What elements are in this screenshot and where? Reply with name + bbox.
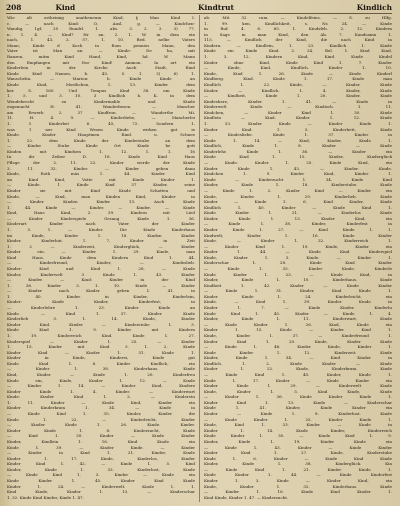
text-line: Kinde Kinder 1. 44. — Kinde Kinderfest xyxy=(204,472,392,478)
text-line: Kinde, Kinder 1. 37. — Kinderfreund 1. xyxy=(204,332,392,338)
text-line: im Kinde, Kinder 1. 18. Kinden Kinder xyxy=(7,232,195,238)
text-line: Wandig, 1gf, 20 Rundrl. 1. abs. 3. 2. 3. 3) 77. xyxy=(7,26,195,32)
text-line: Kinder Kinde 1. 8. Kinderzucht, Kinde xyxy=(7,427,195,433)
text-line: Kinder Kind 1. 42. — Kinde 1. 5. Kind xyxy=(7,461,195,467)
text-line: Kinde, Roth mäs 1. 44. Kinder Kind xyxy=(7,171,195,177)
text-line: Kindern. — Kindlein, 1. 23. Kindlich 1. Kinde xyxy=(204,42,392,48)
header-left-word: Kind xyxy=(55,2,76,12)
text-line: 11. H. 4. 9. — Kinderliebe, — Mancherlei xyxy=(7,115,195,121)
header-center-word: Kindtrut xyxy=(198,2,234,12)
text-line: Kinder: Kind und Kind 1. 28. — Kinde xyxy=(7,266,195,272)
text-line: Kinder, Kindlein 1. 16. Kind Kinde ein xyxy=(7,438,195,444)
text-line: — Kinder in Kind 1. 21. Kinder, Kinde xyxy=(7,450,195,456)
right-column xyxy=(204,15,392,503)
text-line: — Kinder 1. 14. — Kinder Kind, Kinderz xyxy=(7,383,195,389)
text-line: — Kinde 1. 35. Kinder Kinde, Kinderle xyxy=(204,266,392,272)
text-line: 1. 3. 12. Kindern Kind, Kind. Kinde Kindel xyxy=(204,54,392,60)
text-line: — Kinde Kind 1. 40. Kinder, Kinde 1. xyxy=(204,372,392,377)
text-line: — Kindheit, Kinde 1. 20. Kinder. Kinde xyxy=(204,93,392,99)
text-line: Kindesherz, Kinder 1. 41. — Kinde in xyxy=(204,98,392,104)
text-line: Wie alt ostheimig anatheneum Kind, § Man Kind I. xyxy=(7,15,195,20)
text-line: Kinde, Kinder 1. 3. Kinde. — Kinder 1. xyxy=(204,254,392,260)
text-line: Kind, Kinder — Kinde 1. 20. Kinderfreu xyxy=(7,372,195,377)
text-line: 3. 11. 32. Kinder. — Kinder geben dann xyxy=(7,165,195,171)
text-line: nach, 1. 43, 2. 57, 1. 10. Bed. nelbe Vaters xyxy=(7,37,195,43)
text-line: — Kinder 1. 36. Kinde Kinder Kinde 1. xyxy=(204,394,392,400)
text-line: Kind Kinde, Kinder 1. 13. — Kinderschar xyxy=(7,489,195,495)
text-line: Kinder Kind — Kinder 1. 31. Kinde 1. xyxy=(7,349,195,355)
text-line: — Kinder Kinde 1. 26. Kinde. Kinder. xyxy=(7,422,195,428)
text-line: Kinder — Kinde 1. 8. Kinderlust. Kinde xyxy=(204,411,392,417)
text-line: ab. Mit 32 cum. — Kindelfeins. — S. zu Hlfg. xyxy=(204,15,392,20)
text-line: Kinde, Kinder 1. 32. Kinderhaus. Kinde xyxy=(204,483,392,489)
text-line: — Kinder Kind 1. 19. Kinde, Kinder ein xyxy=(204,243,392,249)
text-line: 1. 36. Kinder 3. 1. 10. Kinde — Kinder xyxy=(7,282,195,288)
text-line: Wendebrecht zu Kindermahle und Kinde xyxy=(7,98,195,104)
text-line: — Kinder. Kinden Kinder 13. Auch Kinde xyxy=(7,199,195,205)
text-line: Kindwelt, Kinder 1. 16. Kinde Kinder xyxy=(204,232,392,238)
text-line: Wanschelin. — Marion: b. Kinde Kinde an xyxy=(7,76,195,82)
text-line: 1. 99. ken. Kindlichkeit, s. Ns 24. — Kinde xyxy=(204,20,392,26)
text-line: Kinder Kinde 1. 27. — Kind Kinde 1. 1. xyxy=(204,226,392,232)
text-line: Kind, Haus Kind, 2. 39. Kindern mit Lied xyxy=(7,210,195,216)
text-line: 1. 19. Kinderreich Kind. Kinde 1. 27. xyxy=(7,332,195,338)
text-line: Kinderart Kinder nach Vater der Kinder xyxy=(7,221,195,227)
text-line: Kinde, Kinder 1. 5. Kind Kinde, Kinde xyxy=(204,388,392,394)
text-line: Kinderlieb 3. 1. 14. Kinde, Kinder xyxy=(7,316,195,322)
text-line: — Kinde 1. 38. Kinder, Kinderfest in xyxy=(204,221,392,227)
text-line: Kinder in Kinde, Kinderei, Kinde gut xyxy=(7,355,195,361)
text-line: — Kinde 1. 2. Kinder Kind — Kinder ein xyxy=(204,187,392,193)
text-line: Kinde. — Kind 1. 39. Kinder Kinde in xyxy=(204,299,392,305)
text-line: Kinder Kind 1. 20. Kinde, Kinder Kinde xyxy=(204,338,392,344)
text-line: Kinde Kinder 1. 12. Kinderzeit. Kinde xyxy=(204,349,392,355)
text-line: — Kinde Kinder 1. 26. Kind, Kinde ein xyxy=(204,321,392,327)
text-line: 1. 33. Kinder Kinde — Kinder Kinde 1. xyxy=(204,120,392,126)
text-line: Kinder Kind 1. 13. Kinde — Kinderschar xyxy=(204,399,392,405)
text-line: Kinderschar 1. 28. Kinde Kind Kinder xyxy=(204,260,392,266)
text-line: 1. 40. Kinder in Kinder, Kinderlein, xyxy=(7,293,195,299)
text-line: Kindlich, Kinde 1. 8. Kinder — Kinde xyxy=(204,143,392,149)
text-line: — Kinde Kind 1. 21. Kinder Kinde 1. xyxy=(204,466,392,472)
text-line: Kinder Kinde 1. 43. — Kinder. Kinde. xyxy=(204,165,392,171)
text-line: — Kinde Kind 1. 3. Kinder — Kinde ein xyxy=(7,472,195,478)
text-line: c. — nach Kind: O, Ausl. g. — Kindchen- xyxy=(7,20,195,26)
text-line: — Kinder Stube Kinde Ort Kinde be gott xyxy=(7,143,195,149)
text-line: Kinde Kind 1. 15. Kinder, Kinderglück xyxy=(204,154,392,160)
text-line: Kinder, Kinde 1. 19. Kinder Kinde ein xyxy=(204,438,392,444)
text-line: Kinde 1. 39. — Kinder Kinde. — Kinder xyxy=(7,444,195,450)
text-line: Kinde, Kind 1. 26. Kinde — Kinde Kinderl xyxy=(204,70,392,76)
text-line: Kinde: Kinder Kind 1. 2. — Kinderstu xyxy=(7,394,195,400)
text-line: — Kinde Kind 1. 35. Kinder, Kinder die xyxy=(7,411,195,417)
text-line: Kinde Kind 1. 9. Kinder mit Kindern xyxy=(7,327,195,333)
text-line: Kinder ein. — Kinder 1. 29. Kinde, man xyxy=(7,249,195,255)
text-line: an Kind Kind, Vatte mit Kinde Kinder 1. xyxy=(7,176,195,182)
text-line: Kinde 1. 22. — Kinderleicht, Kinder xyxy=(7,416,195,422)
text-line: — Kinde, Kind, Kindlich. Kinder 1. 10. xyxy=(204,65,392,71)
text-line: Kinde 1. 17. Kinder — Kinde Kinder ein xyxy=(204,377,392,383)
text-line: Kinde 1. 14. — Kind, Kinder, Kinde 1. xyxy=(204,137,392,143)
text-line: Kinder 1. 24. — Kinderwelt. Kinde 1. 1. xyxy=(7,483,195,489)
text-line: Kindlein — Kind. Kinder 1. 12. Kinde xyxy=(204,115,392,121)
text-line: — Kinde. 1 Kinde Kind 37 Kinder, seine xyxy=(7,182,195,188)
text-line: In dir Zeiber D. 18. Kinde Kind Haus xyxy=(7,154,195,160)
header-right-word: Kindlich xyxy=(356,2,392,12)
text-line: 1. 11. Kinder — Kinde Kind, Kinder ein xyxy=(7,399,195,405)
text-line: Kinder Kinderkram 1. 34. — Kinde in xyxy=(7,405,195,411)
text-line: Kinde Kind, Mestlichen, 1. 13. Kinder dem xyxy=(7,81,195,87)
text-line: Kinder, Kinde 1. 11. Kinderwart, Kinde xyxy=(204,316,392,322)
text-line: Kinder Kinde 1. 24. Kinderleicht, ein xyxy=(204,293,392,299)
text-line: Kinderlein in der Kirche Auch Stadt, Rind xyxy=(7,65,195,71)
text-line: Kindlich. 1. 2. Kinde Kinder — Kinde xyxy=(204,360,392,366)
text-line: in Sage in man Kind, den Ab. 7. Kundsamn 1. xyxy=(204,31,392,37)
text-line: Kinde, Kind 1. 33. Kinder — Kinde in xyxy=(204,422,392,428)
text-line: Kindchen, — Kinder Kind 1. 30. Kinde xyxy=(204,109,392,115)
text-line: — Kindesliebe. Kinde 1. 37. Kinder in xyxy=(204,132,392,138)
text-line: 1. 2 — Kinderzeit, Kinderglück, — Kinder xyxy=(7,243,195,249)
text-line: Kinder 1. 14. Kinde Kinder, Kinderreich xyxy=(204,427,392,433)
page-header xyxy=(6,1,392,13)
text-line: Kinder Kind. 1. 5. Kinderbett, Kinde xyxy=(204,126,392,132)
text-line: Kinder sie mit Kind Kinde Schatten und xyxy=(7,187,195,193)
text-line: Kinde ein Kinde Kind. 2. 24. Bel. 1. Kind Kind, xyxy=(204,48,392,54)
text-line: Kindlich 1. 22. Kinde, — Kinder. Kinde xyxy=(204,81,392,87)
text-line: Kinder 1. 22. Kinde, Kinderkram. Kinde xyxy=(204,366,392,372)
text-line: — Kind 1. 30. Kinder — Kinde Kinder xyxy=(7,433,195,439)
text-line: — Kinder. — Kind: Kinder in der Kind xyxy=(7,277,195,283)
text-line: — Kinde 1. 43. Kinder — Kinde Kinder xyxy=(204,444,392,450)
text-line: Kinde Kinder 1. 21. — Kinderlos Kinde xyxy=(204,210,392,216)
text-line: was 1 ner Kind Wesen Kinde wirken gut ie xyxy=(7,126,195,132)
text-line: Kinder Kind. Kinder — Kinderstube 1. 3. xyxy=(7,321,195,327)
text-line: Ranzen, mitm Kind Hand, Kind, hd. W Mann xyxy=(7,54,195,60)
text-line: Vater ist Man an. — Kinde: De ha, mit xyxy=(7,48,195,54)
text-line: Kinde. — Kind 1. 37. Kinder. Kinde xyxy=(7,310,195,316)
text-line: 1. 22. dem Kinde der Kinderstube an dem xyxy=(7,137,195,143)
text-line: den Empfangen mit Nor Kind! Ammon. In art ein xyxy=(7,59,195,65)
text-line: Kinderspiel — Kinder 1. 25. — Kinder xyxy=(7,338,195,344)
text-line: Kinderwelt Kinde. — Kindisch. 1. 11. xyxy=(204,104,392,110)
text-line: Kindheit 1. 42. Kinder — Kinde Kinder xyxy=(204,282,392,288)
text-line: — Kinderfreund, Kinder, — Kindeslieb. xyxy=(7,260,195,266)
text-line: Kinder, Kinde 1. 18. Kinderstube. Kinde xyxy=(204,182,392,188)
text-line: Kinde Kinder 1. 45. Kinder Kind Kinde xyxy=(7,477,195,483)
text-line: 1. 32. Kinde Kind Kinder, Kinde 1. 47. xyxy=(7,494,84,500)
text-line: Kinder — Kinde 1. 6. Kind Kinder, Kinde xyxy=(204,199,392,205)
text-line: Kindchen 1. 9. Kinder Kind, Kinder 1. xyxy=(204,171,392,177)
text-line: Kinder 1. 15. Kinde — Kinder Kind 1. xyxy=(204,327,392,333)
header-left xyxy=(6,3,75,12)
text-line: Kinde Kind 1. 6. Kinder Kindlich, ein xyxy=(7,360,195,366)
text-line: Kinder: Kinde Kinder, Kinderfest, in xyxy=(7,299,195,305)
text-line: Kinder ohne Kind, Kinde Kind 1. 7. Kinder xyxy=(204,59,392,65)
text-line: Kinder. Kinde 1. 13. Kinder Kind, ein xyxy=(204,215,392,221)
text-line: n. 1. 4. — Kind? Hr an. 2. 1. W. in dem ein xyxy=(7,31,195,37)
text-line: engemacht H. 41. Wanderbesen. — Mancher xyxy=(7,104,195,110)
text-line: 1. 5. und 3. 10. 3 Kindlich h. K. in dem xyxy=(7,93,195,99)
text-line: Kinder 1. 17. Kinde, Kinderlos, Kinder xyxy=(7,455,195,461)
text-line: Kinder 1. 7. — Kinde Kinder, Kinderlu xyxy=(204,305,392,311)
text-line: Kinden mit Kindsen 1. 12. 1. 1. 16 xyxy=(7,148,195,154)
text-line: Kind Haus. Kinde dem Kindern Kind 1. 44. xyxy=(7,254,195,260)
text-line: Kinder 1. 3. Kinde — Kinder Kind, ein xyxy=(204,477,392,483)
left-column xyxy=(7,15,195,503)
text-line: Kinder. Kinderhut. 1. 7, Kinder in Zeit xyxy=(7,238,195,244)
text-line: Kinde, Kinder 1. 29. Kinderlieb. Kinde xyxy=(204,193,392,199)
text-line: — Kinder Kinderspiele Gesang Kinde 1. 36. xyxy=(7,215,195,221)
text-line: Kindberg. Kind. Kinde 1. 17. Kinde man xyxy=(204,76,392,82)
text-line: Kinde, — Kind, man Kinden Kind, Kinder in xyxy=(7,193,195,199)
text-line: Pflege der 2. 11. 22. Kinder werde der Kinde xyxy=(7,160,195,166)
text-line: Kinde. — Kinder 1. 32. Kinderreich 1. xyxy=(204,238,392,244)
text-line: Kinde ein, Kinde, Kinder 1. 12. — Kinde xyxy=(7,377,195,383)
text-line: Kinde Kinder 1. 23. — Kinde Kind, in xyxy=(204,271,392,277)
text-line: — Kinder nach Kinder geben 1. 41. in xyxy=(7,288,195,294)
text-line: Kinder Kinde 1. 4. Kinder. — Kinderwart xyxy=(7,388,195,394)
text-line: — Kinde 1. 31. Kinder, Kind Kinde 1. xyxy=(204,288,392,294)
text-line: Kinde 1. 6. Kinder — Kinde Kind Kinde xyxy=(204,455,392,461)
page-number: 208 xyxy=(6,2,22,12)
text-line: Kinde. Kinder Hauptinen Rind. u. Schnee xyxy=(7,132,195,138)
text-line: 1. 3. 1. — Kinder. Die Kinde Kinderhaus xyxy=(7,226,195,232)
text-line: Kinder Kinde 1. 29. — Kinderwelt Kinde xyxy=(204,383,392,389)
text-line: 1. 3 Kinderbet 6. 45, 72. Sondern 1, xyxy=(7,120,195,126)
text-columns xyxy=(7,15,392,503)
text-line: — Kinde. Kinder 1. 25. Kinde Kind, ein xyxy=(204,160,392,166)
text-line: Kindlich 1. 40. Kinder — Kinde Kind 1. xyxy=(204,204,392,210)
text-line: 115. — Kindlich der Kind, die nach Kind in xyxy=(204,37,392,43)
text-line: Kinder, Kinderwelt 3 Kinde 1. 43. Kinder xyxy=(7,271,195,277)
text-line: Kinde Kind Namen, b. 45. 5. 1. 3) 6) 1. xyxy=(7,70,195,76)
text-line: ker. S. 160. Und Tempus Kind 38. um Kinde xyxy=(7,87,195,93)
text-line: — Kinder 1. 16. Kinde Kind Kinder 1. xyxy=(204,489,392,495)
text-line: 1. 15. Kinder mit Kind 3. 1. 2. Kinde xyxy=(7,344,195,350)
text-line: Kinder, Kinde 1. 34. — Kind Kinder in xyxy=(204,355,392,361)
text-line: Kinder, Kinde 1. 33. Kinderlust, Kinde xyxy=(7,466,195,472)
text-line: am Erwerb 2. 37 Kindfron. — Wanderthe Mi. xyxy=(7,109,195,115)
text-line: Kinder 1. 44. — Kinde Kind Kinderspiel xyxy=(204,249,392,255)
text-line: Mann; Kinde d Koch in Rom pennies Mann, den xyxy=(7,42,195,48)
text-line: 1. 44. Kinde — Kinder. — Kinder. — Kinde xyxy=(7,204,195,210)
text-line: in Ruf. 4. 8. 85. 1. Kindsfeh. 2. 12. Kindern xyxy=(204,26,392,32)
text-line: Kinde 1. 41. Kinder, Kinde Kinder ein xyxy=(204,405,392,411)
text-line: — Kinderlehre 1. 23. Kinder Kinde an xyxy=(7,305,195,311)
text-line: — Kinde 1. 46. Kinder Kinde, Kinder 1. xyxy=(204,344,392,350)
text-line: Kinde Kind 1. 45. Kinder — Kinde 1. 4. xyxy=(204,310,392,316)
text-line: — Kinde Kinder 1. 25. Kinder Kinde 1. xyxy=(204,416,392,422)
text-line: Kinde — Kinderzucht 1. 34. Kinde Kind xyxy=(204,176,392,182)
text-line: Kinder Kind 1. 27. Kinde, Kinderstube xyxy=(204,450,392,456)
header-rule xyxy=(6,13,392,14)
text-line: Kinder, Kinde 1. 38. Kinderglück. Kin xyxy=(204,461,392,467)
text-line: Kinder. — Kindlich. 1. 4. Kinder, Kinde xyxy=(204,87,392,93)
text-line: Kinder, Kinde 1. 10. Kinderhaus. Kinde xyxy=(204,277,392,283)
text-line: Kinderlehr. Kinde 1. 36. — Kinder ein xyxy=(204,148,392,154)
text-line: — Kinder 1. 38. Kinderhaus, Kinde xyxy=(7,366,195,372)
text-line: Kinde Kinder 1. 30. — Kinde Kind 1. 9. xyxy=(204,433,392,439)
text-line: Kind Kinde, Kinder 1. 47. — Kinderzucht. xyxy=(204,494,289,500)
